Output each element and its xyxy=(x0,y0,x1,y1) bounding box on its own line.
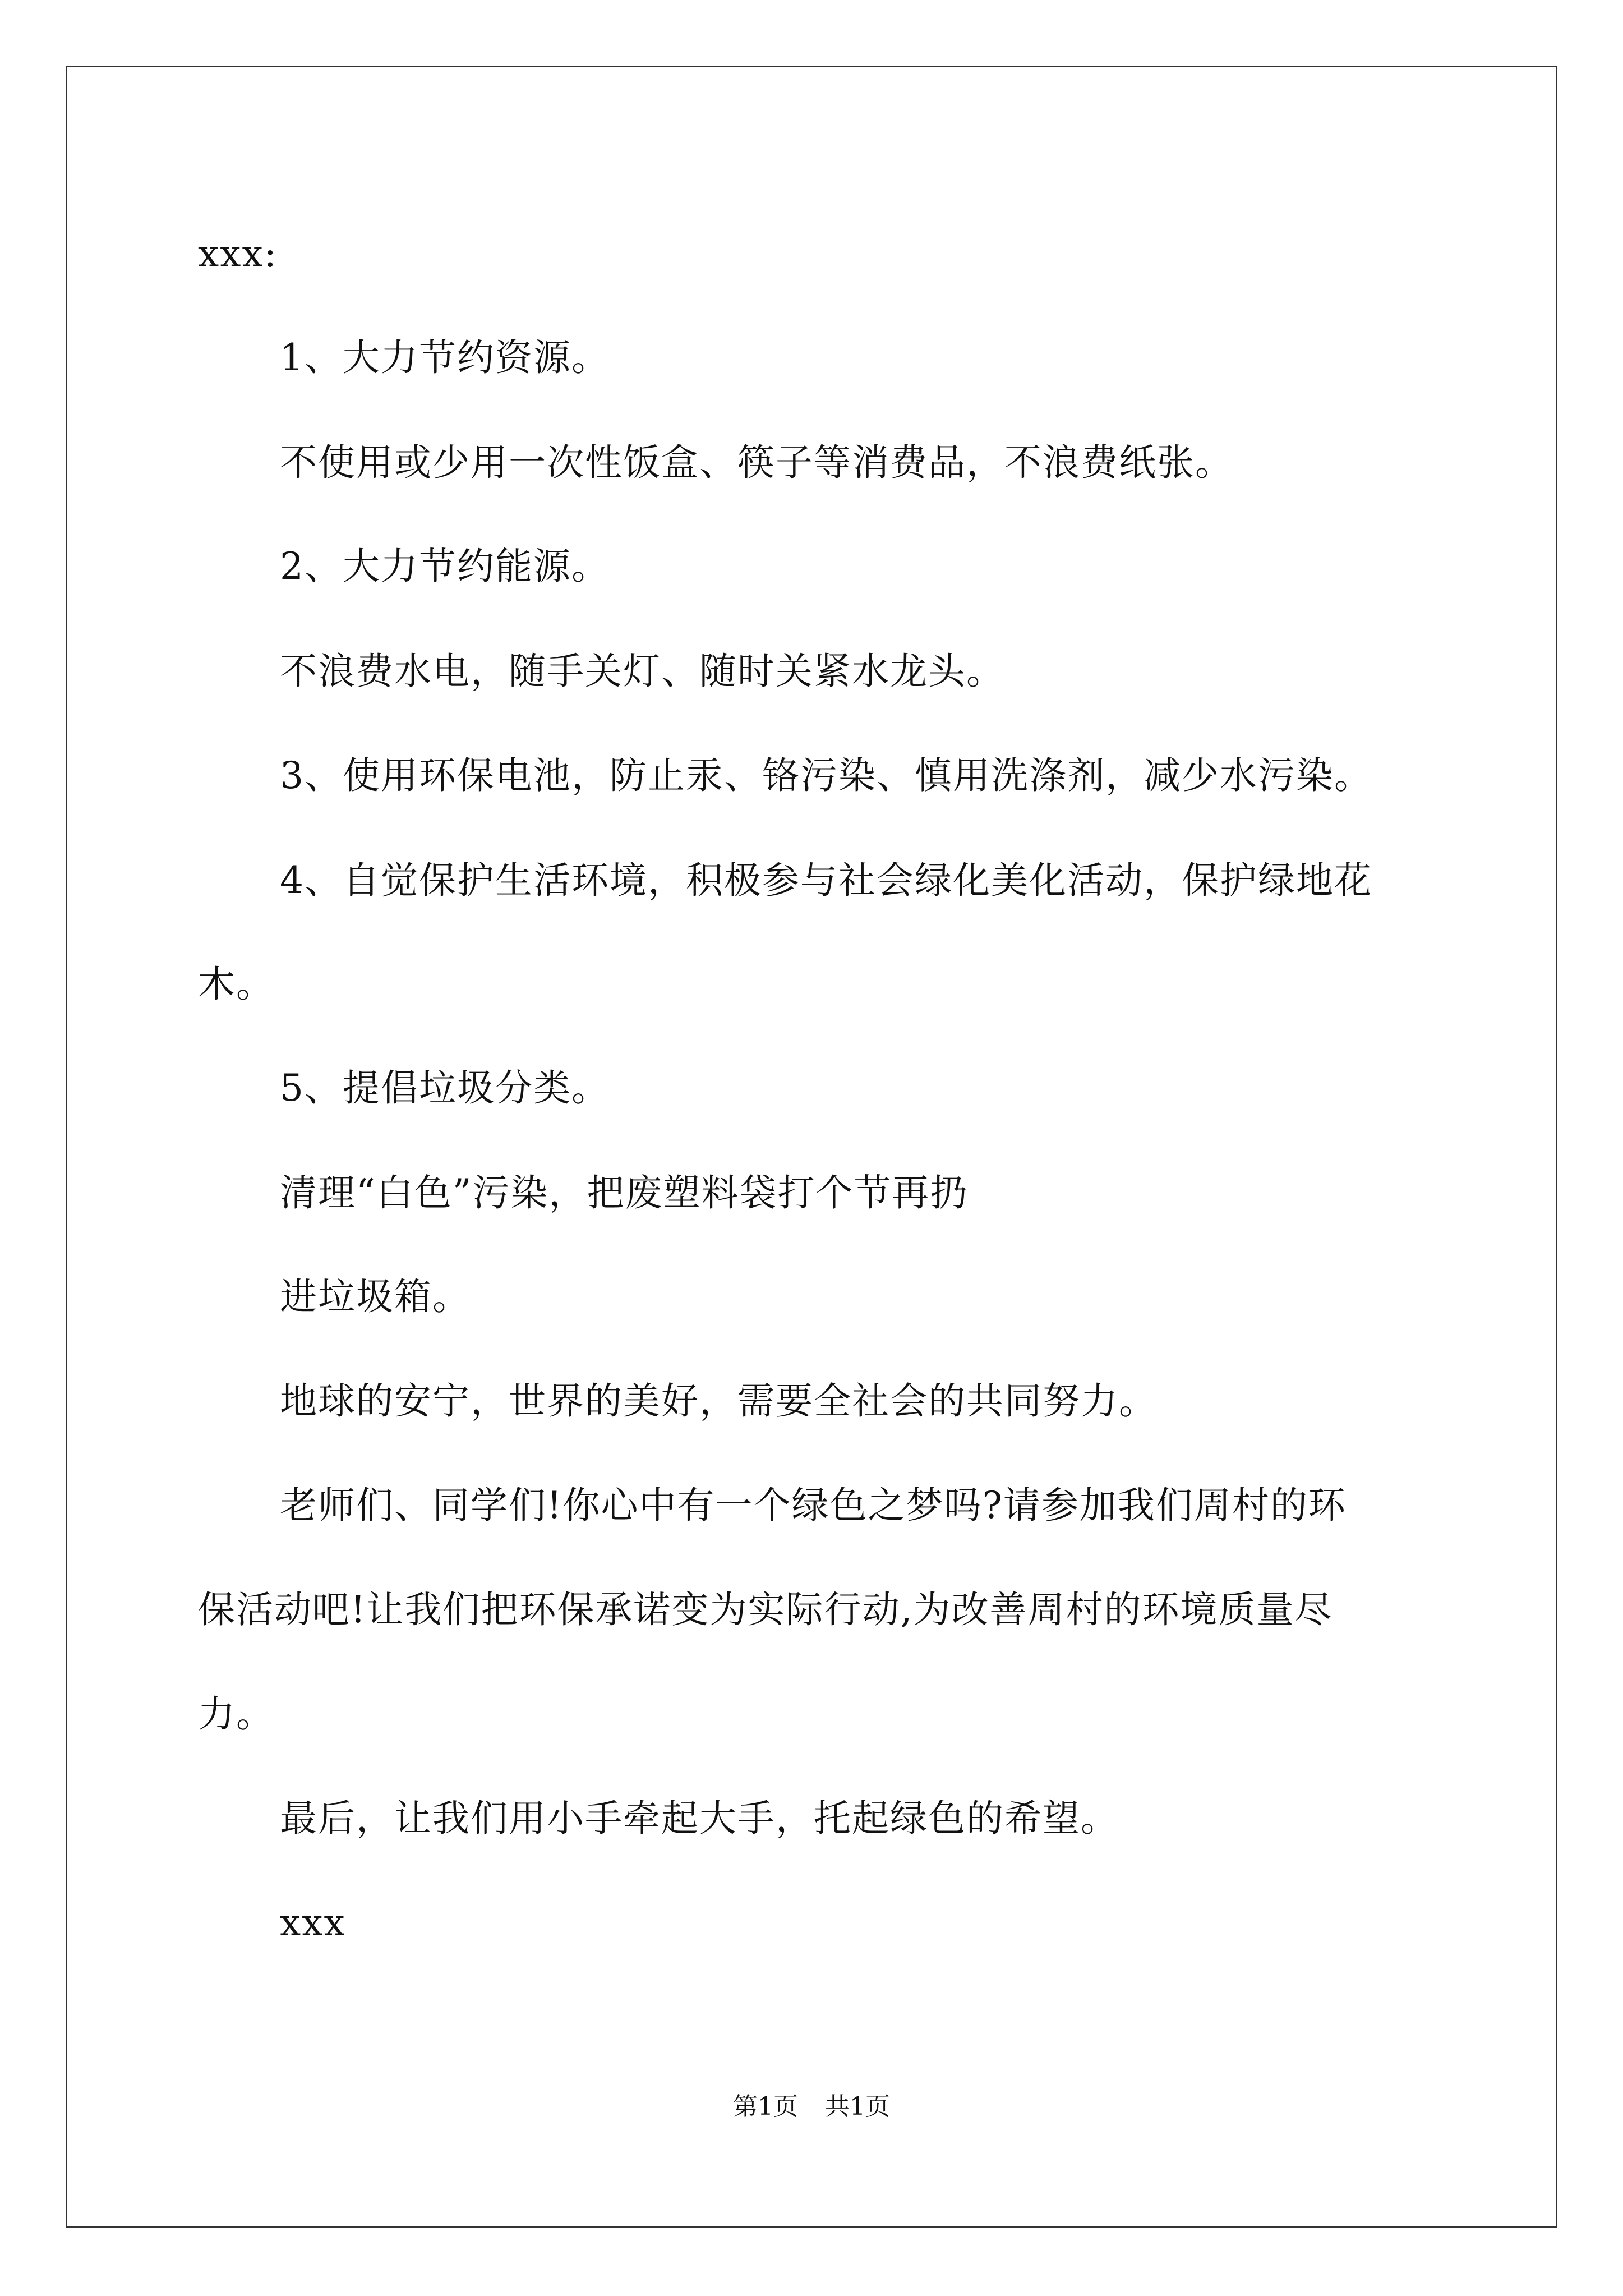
paragraph-5-body-line-1: 清理“白色”污染，把废塑料袋打个节再扔 xyxy=(280,1171,969,1214)
paragraph-5-body-line-2: 进垃圾箱。 xyxy=(280,1275,471,1318)
paragraph-2-body: 不浪费水电，随手关灯、随时关紧水龙头。 xyxy=(280,650,1004,693)
signature: xxx xyxy=(280,1901,346,1944)
paragraph-8: 最后，让我们用小手牵起大手，托起绿色的希望。 xyxy=(280,1797,1119,1840)
paragraph-4-line-1: 4、自觉保护生活环境，积极参与社会绿化美化活动，保护绿地花 xyxy=(280,859,1372,902)
paragraph-5-heading: 5、提倡垃圾分类。 xyxy=(280,1066,610,1110)
paragraph-3: 3、使用环保电池，防止汞、铬污染、慎用洗涤剂，减少水污染。 xyxy=(280,754,1372,797)
page-number-current: 第1页 xyxy=(733,2092,798,2121)
paragraph-1-heading: 1、大力节约资源。 xyxy=(280,336,610,379)
paragraph-2-heading: 2、大力节约能源。 xyxy=(280,545,610,588)
paragraph-7-line-1: 老师们、同学们!你心中有一个绿色之梦吗?请参加我们周村的环 xyxy=(280,1484,1347,1527)
paragraph-7-line-2: 保活动吧!让我们把环保承诺变为实际行动,为改善周村的环境质量尽 xyxy=(198,1588,1333,1631)
paragraph-1-body: 不使用或少用一次性饭盒、筷子等消费品，不浪费纸张。 xyxy=(280,441,1233,484)
paragraph-7-line-3: 力。 xyxy=(198,1692,274,1736)
page-number-total: 共1页 xyxy=(825,2092,890,2121)
page-footer xyxy=(0,2091,1623,2123)
salutation: xxx: xyxy=(198,232,278,275)
paragraph-4-line-2: 木。 xyxy=(198,963,274,1006)
paragraph-6: 地球的安宁，世界的美好，需要全社会的共同努力。 xyxy=(280,1379,1157,1423)
